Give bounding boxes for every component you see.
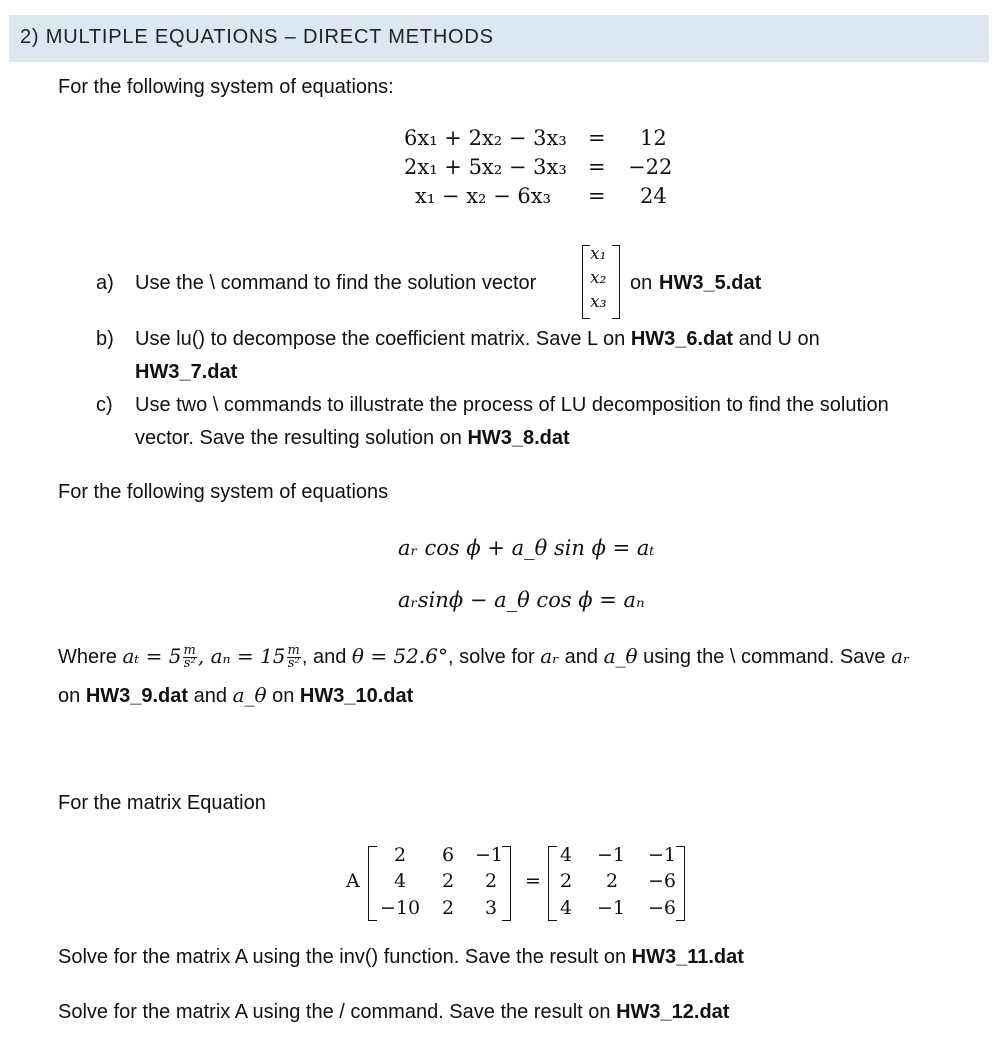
solve-slash-file: HW3_12.dat [616, 1001, 730, 1023]
right-matrix-cell: 4 [559, 844, 573, 866]
left-matrix-cell: 6 [441, 844, 455, 866]
solve-inv-line [58, 946, 744, 969]
where-file-2: HW3_10.dat [299, 685, 414, 707]
where-rest: , solve for [447, 646, 535, 668]
left-matrix-cell: 2 [441, 897, 455, 919]
solve-inv-text: Solve for the matrix A using the inv() function. Save the result on [58, 946, 627, 968]
vector-bracket-left [582, 245, 590, 319]
vector-bracket-right [612, 245, 620, 319]
equation-1-rhs: 12 [640, 126, 667, 150]
part-a-on: on [630, 272, 653, 294]
unit-den-1: s² [183, 656, 196, 672]
right-matrix-cell: −6 [647, 870, 676, 892]
section-title: 2) MULTIPLE EQUATIONS – DIRECT METHODS [20, 26, 494, 48]
left-matrix-cell: 2 [484, 870, 498, 892]
right-matrix-cell: 4 [559, 897, 573, 919]
equation-2-lhs: 2x₁ + 5x₂ − 3x₃ [404, 155, 567, 179]
vector-x3: x₃ [590, 292, 607, 312]
part-a-text: Use the \ command to find the solution vector [135, 272, 537, 294]
part-c-marker: c) [96, 394, 113, 416]
equation-1-eq: = [588, 126, 606, 150]
left-matrix-cell: 3 [484, 897, 498, 919]
where-word: Where [58, 646, 117, 668]
right-matrix-cell: −6 [647, 897, 676, 919]
vector-x1: x₁ [590, 244, 607, 264]
where-atheta2: a_θ [232, 683, 267, 707]
where-and2: and [564, 646, 599, 668]
equation-3-eq: = [588, 184, 606, 208]
where-file-1: HW3_9.dat [85, 685, 189, 707]
part-b-text2: and U on [738, 328, 820, 350]
left-matrix-cell: −1 [474, 844, 503, 866]
where-and-3: and [193, 685, 227, 707]
where-theta: θ = 52.6° [351, 644, 448, 668]
where-rest2: using the \ command. Save [643, 646, 886, 668]
part-b-file2: HW3_7.dat [135, 361, 238, 383]
left-matrix-cell: 4 [393, 870, 407, 892]
right-matrix-cell: 2 [605, 870, 619, 892]
left-matrix-cell: 2 [441, 870, 455, 892]
part-c-line2 [135, 427, 570, 450]
left-matrix-cell: −10 [379, 897, 421, 919]
part-b-marker: b) [96, 328, 114, 350]
system2-intro: For the following system of equations [58, 481, 389, 503]
part-c-line2-text: vector. Save the resulting solution on [135, 427, 462, 449]
right-matrix-cell: 2 [559, 870, 573, 892]
system2-equation-1: aᵣ cos ϕ + a_θ sin ϕ = aₜ [398, 536, 655, 560]
part-a-file: HW3_5.dat [659, 272, 762, 294]
part-b-text1: Use lu() to decompose the coefficient matrix. Save L on [135, 328, 626, 350]
where-on-1: on [58, 685, 81, 707]
part-b-file1: HW3_6.dat [630, 328, 734, 350]
system1-intro: For the following system of equations: [58, 76, 394, 98]
solve-slash-line [58, 1001, 729, 1024]
equation-3-lhs: x₁ − x₂ − 6x₃ [415, 184, 552, 208]
equation-3-rhs: 24 [640, 184, 667, 208]
system2-equation-2: aᵣsinϕ − a_θ cos ϕ = aₙ [398, 588, 645, 612]
part-b-text [135, 328, 820, 351]
matrix-intro: For the matrix Equation [58, 792, 266, 814]
equation-1-lhs: 6x₁ + 2x₂ − 3x₃ [404, 126, 567, 150]
unit-fraction-1 [183, 645, 197, 670]
solve-inv-file: HW3_11.dat [631, 946, 744, 968]
where-ar2: aᵣ [891, 644, 910, 668]
equation-2-eq: = [588, 155, 606, 179]
where-and: and [312, 646, 347, 668]
where-an: , aₙ = 15 [197, 644, 286, 668]
where-at: aₜ = 5 [122, 644, 182, 668]
where-line-2 [58, 683, 413, 708]
left-matrix-cell: 2 [393, 844, 407, 866]
unit-fraction-2 [287, 645, 301, 670]
vector-x2: x₂ [590, 268, 607, 288]
where-ar: aᵣ [540, 644, 560, 668]
right-matrix-cell: −1 [647, 844, 676, 866]
solve-slash-text: Solve for the matrix A using the / command. Save the result on [58, 1001, 611, 1023]
left-matrix-bracket-left [368, 846, 377, 921]
unit-num-2: m [287, 643, 300, 659]
where-atheta: a_θ [603, 644, 638, 668]
where-on-2: on [272, 685, 295, 707]
right-matrix-cell: −1 [596, 844, 625, 866]
matrix-equals: = [525, 870, 541, 892]
unit-num-1: m [183, 643, 196, 659]
unit-den-2: s² [287, 656, 300, 672]
part-c-file: HW3_8.dat [467, 427, 570, 449]
part-c-line1: Use two \ commands to illustrate the process of LU decomposition to find the solution [135, 394, 889, 416]
where-line: Where aₜ = 5 $\frac{m}{\text{s²}}$ , aₙ = 15 $\frac{m}{\text{s²}}$ , and θ = 52.6°, solve for aᵣ and a_θ using the \ command. Save aᵣ [58, 643, 910, 672]
matrix-var-a: A [346, 870, 360, 892]
part-a-marker: a) [96, 272, 114, 294]
equation-2-rhs: −22 [628, 155, 673, 179]
right-matrix-cell: −1 [596, 897, 625, 919]
